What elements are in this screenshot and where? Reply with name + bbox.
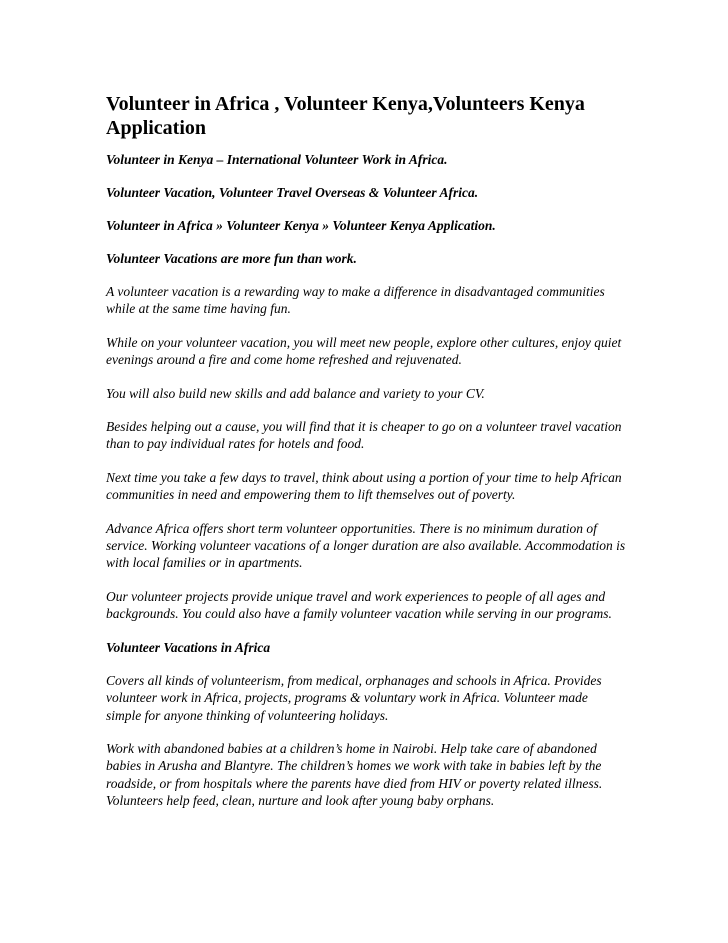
paragraph-next-time: Next time you take a few days to travel, think about using a portion of your time to help African communities in need and empowering them to lift themselves out of poverty.	[106, 469, 622, 503]
section-heading-vacations-in-africa: Volunteer Vacations in Africa	[106, 639, 271, 655]
paragraph-volunteerism: Covers all kinds of volunteerism, from medical, orphanages and schools in Africa. Provides volunteer work in Africa, projects, programs & voluntary work in Africa. Volunteer made simple for anyone thinking of volunteering holidays.	[106, 672, 602, 723]
paragraph-rewarding-way: A volunteer vacation is a rewarding way to make a difference in disadvantaged communities while at the same time having fun.	[106, 284, 605, 317]
document-page	[106, 92, 626, 826]
page-title: Volunteer in Africa , Volunteer Kenya,Volunteers Kenya Application	[106, 93, 585, 139]
paragraph-cheaper: Besides helping out a cause, you will find that it is cheaper to go on a volunteer travel vacation than to pay individual rates for hotels and food.	[106, 419, 622, 452]
paragraph-meet-new-people: While on your volunteer vacation, you will meet new people, explore other cultures, enjoy quiet evenings around a fire and come home refreshed and rejuvenated.	[106, 334, 622, 368]
paragraph-projects: Our volunteer projects provide unique travel and work experiences to people of all ages and backgrounds. You could also have a family volunteer vacation while serving in our programs.	[106, 588, 612, 622]
breadcrumb-heading: Volunteer in Africa » Volunteer Kenya » Volunteer Kenya Application.	[106, 218, 496, 233]
heading-volunteer-in-kenya: Volunteer in Kenya – International Volunteer Work in Africa.	[106, 152, 448, 167]
paragraph-abandoned-babies: Work with abandoned babies at a children’s home in Nairobi. Help take care of abandoned babies in Arusha and Blantyre. The children’s homes we work with take in babies left by the roadside, or from hospitals where the parents have died from HIV or poverty related illness. Volunteers help feed, clean, nurture and look after young baby orphans.	[106, 740, 603, 809]
heading-more-fun: Volunteer Vacations are more fun than work.	[106, 251, 357, 266]
paragraph-advance-africa: Advance Africa offers short term volunteer opportunities. There is no minimum duration of service. Working volunteer vacations of a longer duration are also available. Accommodation is with local families or in apartments.	[106, 520, 626, 571]
paragraph-new-skills: You will also build new skills and add balance and variety to your CV.	[106, 385, 485, 401]
heading-volunteer-vacation: Volunteer Vacation, Volunteer Travel Overseas & Volunteer Africa.	[106, 185, 479, 200]
